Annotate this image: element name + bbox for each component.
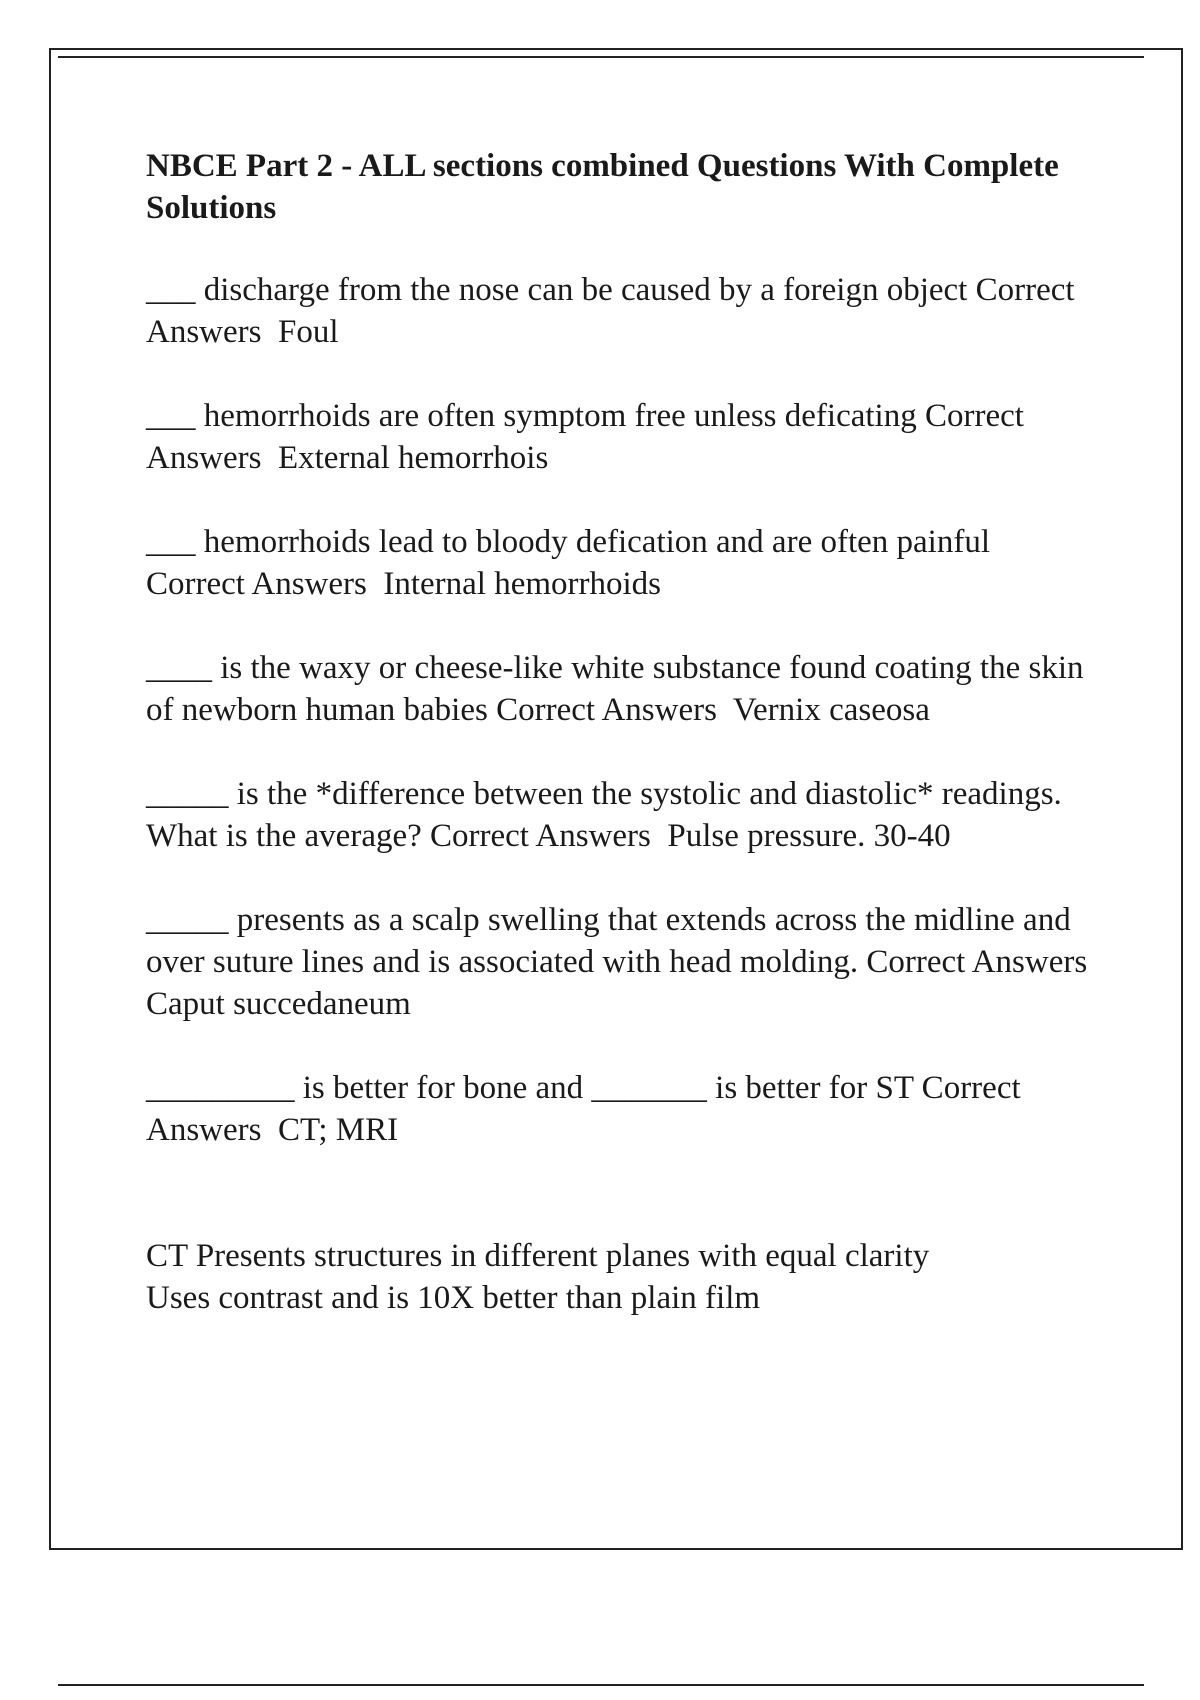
qa-item: ___ hemorrhoids are often symptom free unless deficating Correct Answers External hemorrhois bbox=[146, 398, 1031, 476]
bottom-rule bbox=[58, 1684, 1144, 1686]
qa-item: _____ presents as a scalp swelling that extends across the midline and over suture lines and is associated with head molding. Correct Answers Caput succedaneum bbox=[146, 902, 1104, 1022]
qa-item: ____ is the waxy or cheese-like white substance found coating the skin of newborn human babies Correct Answers Vernix caseosa bbox=[146, 650, 1092, 728]
ct-note-line: Uses contrast and is 10X better than plain film bbox=[146, 1280, 761, 1316]
qa-item: ___ discharge from the nose can be caused by a foreign object Correct Answers Foul bbox=[146, 272, 1081, 350]
qa-item: ___ hemorrhoids lead to bloody defication and are often painful Correct Answers Internal hemorrhoids bbox=[146, 524, 999, 602]
ct-notes bbox=[146, 1235, 1096, 1319]
ct-note-line: CT Presents structures in different planes with equal clarity bbox=[146, 1238, 930, 1274]
document-title: NBCE Part 2 - ALL sections combined Questions With Complete Solutions bbox=[146, 148, 1059, 226]
qa-item: _________ is better for bone and _______ is better for ST Correct Answers CT; MRI bbox=[146, 1070, 1028, 1148]
top-rule bbox=[58, 56, 1144, 58]
document-content bbox=[146, 145, 1104, 1319]
qa-item: _____ is the *difference between the systolic and diastolic* readings. What is the average? Correct Answers Pulse pressure. 30-40 bbox=[146, 776, 1070, 854]
